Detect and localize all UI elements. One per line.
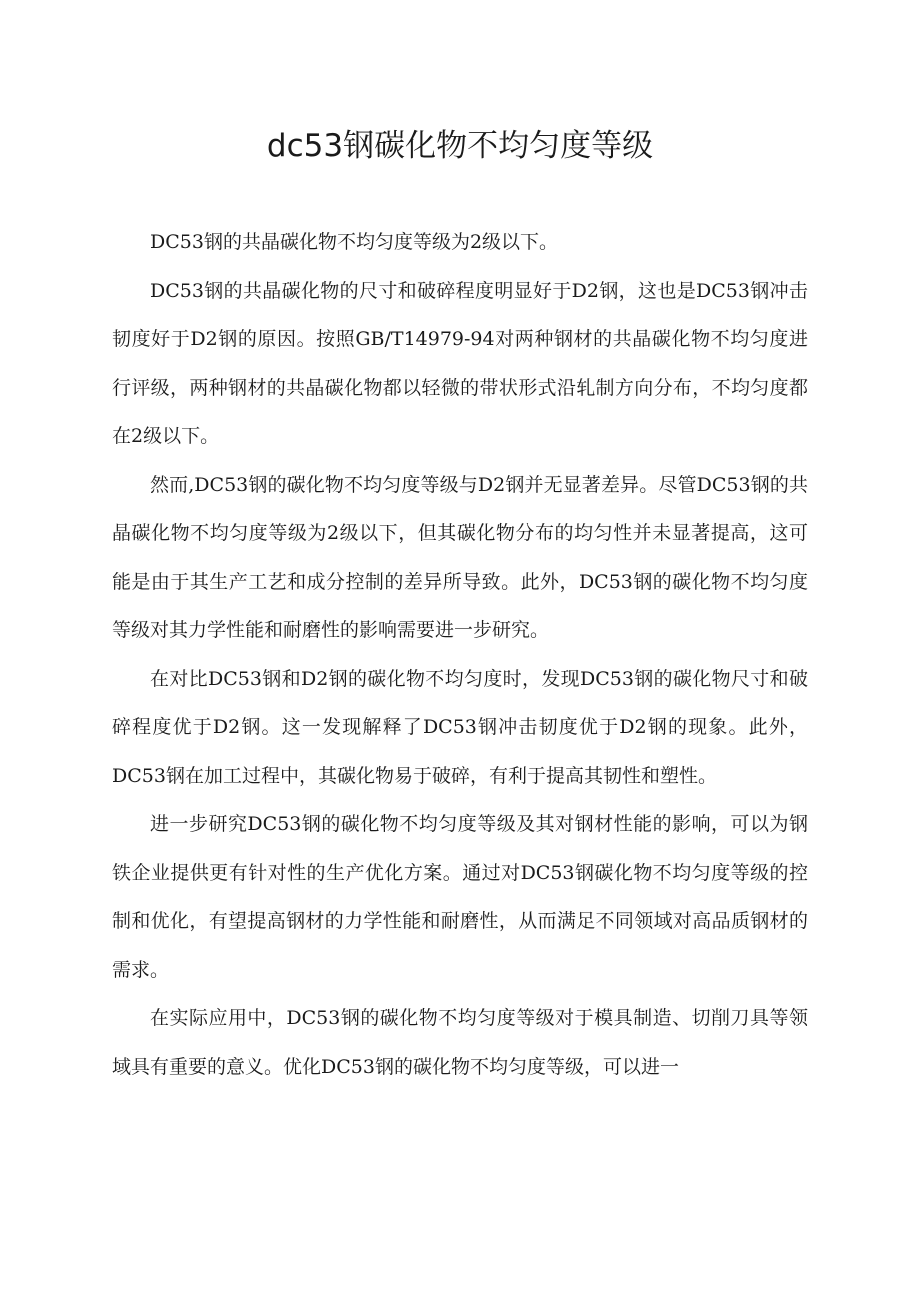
paragraph-3: 然而,DC53钢的碳化物不均匀度等级与D2钢并无显著差异。尽管DC53钢的共晶碳化物不均匀度等级为2级以下，但其碳化物分布的均匀性并未显著提高，这可能是由于其生产工艺和成分控制的差异所导致。此外，DC53钢的碳化物不均匀度等级对其力学性能和耐磨性的影响需要进一步研究。: [112, 473, 808, 641]
document-title: dc53钢碳化物不均匀度等级: [266, 128, 654, 164]
paragraph-4: 在对比DC53钢和D2钢的碳化物不均匀度时，发现DC53钢的碳化物尺寸和破碎程度优于D2钢。这一发现解释了DC53钢冲击韧度优于D2钢的现象。此外，DC53钢在加工过程中，其碳化物易于破碎，有利于提高其韧性和塑性。: [112, 667, 808, 787]
paragraph-2: DC53钢的共晶碳化物的尺寸和破碎程度明显好于D2钢，这也是DC53钢冲击韧度好于D2钢的原因。按照GB/T14979-94对两种钢材的共晶碳化物不均匀度进行评级，两种钢材的共晶碳化物都以轻微的带状形式沿轧制方向分布，不均匀度都在2级以下。: [112, 279, 808, 447]
paragraph-6: 在实际应用中，DC53钢的碳化物不均匀度等级对于模具制造、切削刀具等领域具有重要的意义。优化DC53钢的碳化物不均匀度等级，可以进一: [112, 1007, 808, 1078]
document-body: [112, 218, 808, 1091]
paragraph-1: DC53钢的共晶碳化物不均匀度等级为2级以下。: [150, 231, 559, 253]
paragraph-5: 进一步研究DC53钢的碳化物不均匀度等级及其对钢材性能的影响，可以为钢铁企业提供更有针对性的生产优化方案。通过对DC53钢碳化物不均匀度等级的控制和优化，有望提高钢材的力学性能和耐磨性，从而满足不同领域对高品质钢材的需求。: [112, 813, 808, 981]
